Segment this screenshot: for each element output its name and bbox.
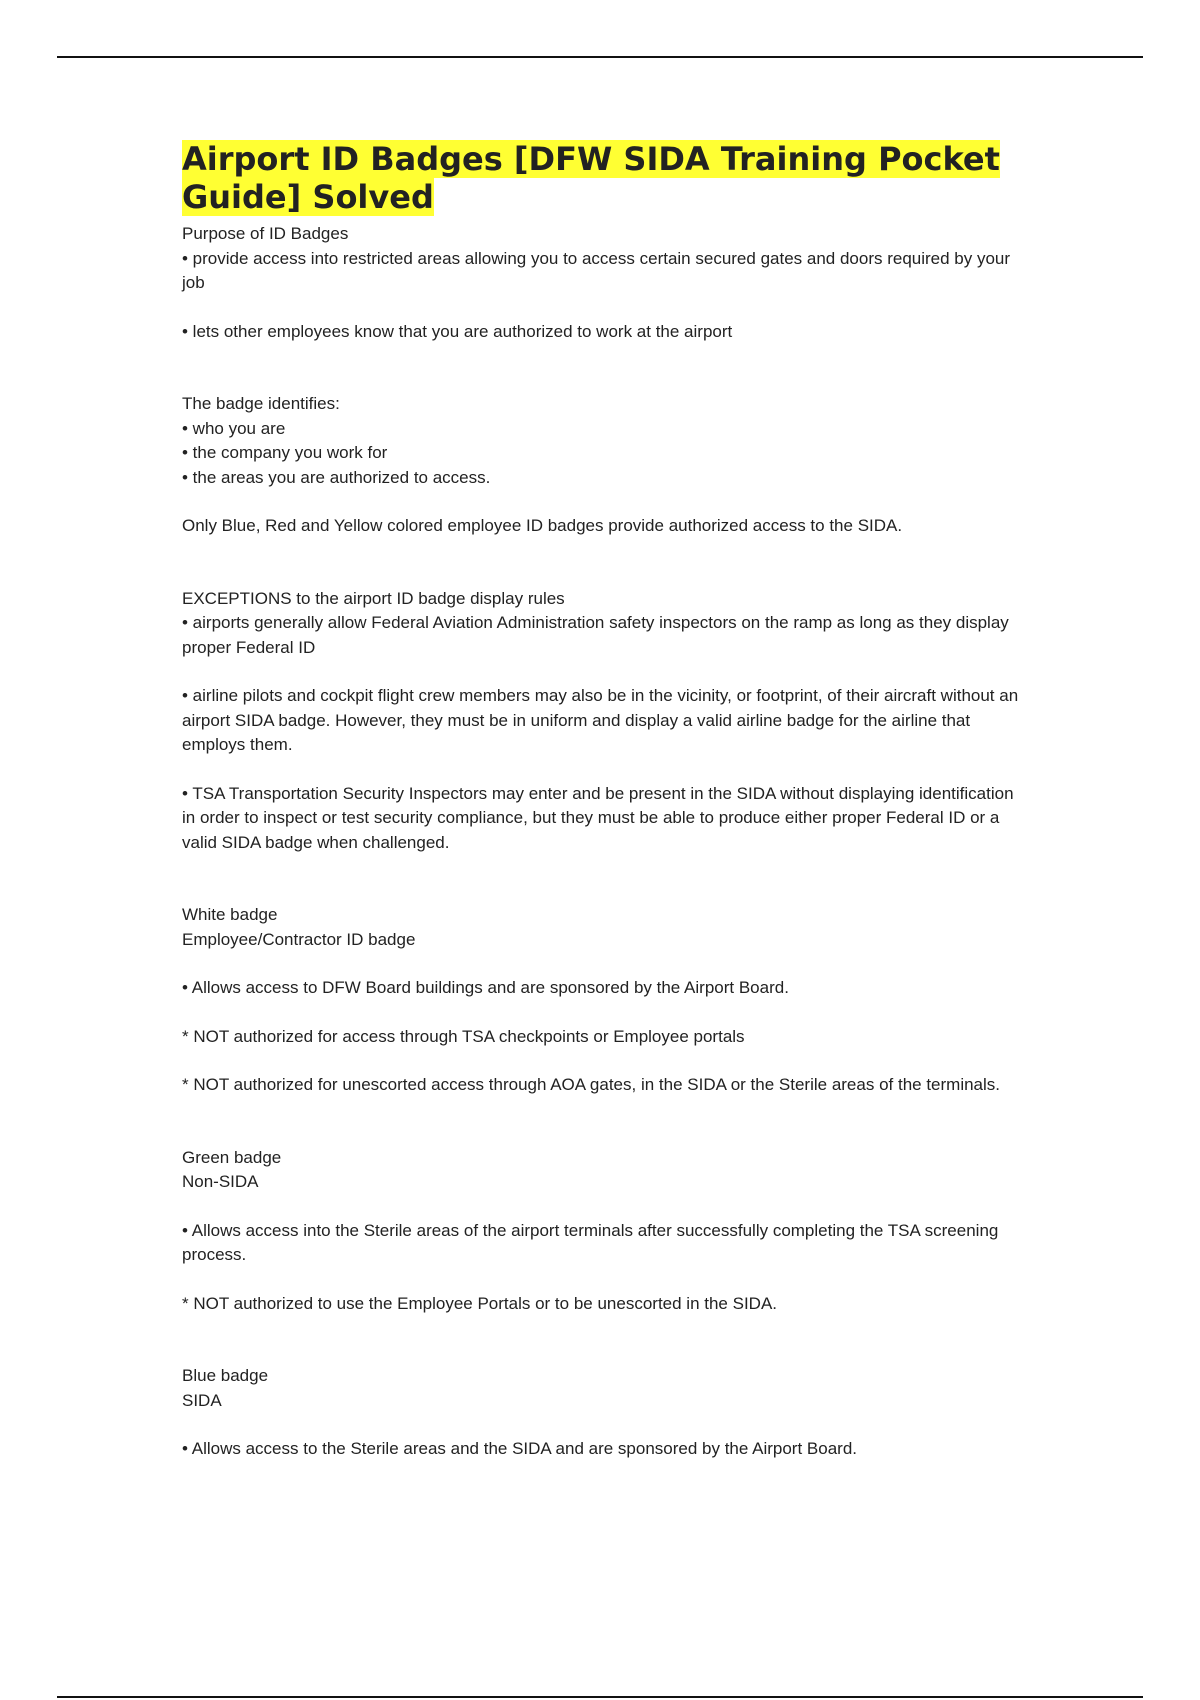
identifies-heading: The badge identifies: [182,394,340,413]
purpose-bullet-2: • lets other employees know that you are authorized to work at the airport [182,321,733,341]
identifies-bullet-2: • the company you work for [182,443,388,462]
exceptions-heading: EXCEPTIONS to the airport ID badge display rules [182,588,565,608]
exceptions-bullet-1: • airports generally allow Federal Aviation Administration safety inspectors on the ramp as long as they display proper Federal ID [182,613,1009,657]
identifies-note: Only Blue, Red and Yellow colored employee ID badges provide authorized access to the SIDA. [182,516,903,535]
blue-badge-subheading: SIDA [182,1390,222,1410]
white-badge-bullet-1: • Allows access to DFW Board buildings and are sponsored by the Airport Board. [182,978,789,997]
green-badge-subheading: Non-SIDA [182,1172,259,1191]
blue-badge-bullet-1: • Allows access to the Sterile areas and the SIDA and are sponsored by the Airport Board. [182,1439,858,1458]
identifies-bullet-1: • who you are [182,418,286,438]
blue-badge-heading: Blue badge [182,1366,269,1385]
white-badge-subheading: Employee/Contractor ID badge [182,929,416,949]
green-badge-note-1: * NOT authorized to use the Employee Portals or to be unescorted in the SIDA. [182,1293,778,1313]
footer-rule [57,1696,1143,1698]
green-badge-heading: Green badge [182,1147,282,1167]
white-badge-note-2: * NOT authorized for unescorted access through AOA gates, in the SIDA or the Sterile areas of the terminals. [182,1075,1001,1094]
purpose-bullet-1: • provide access into restricted areas allowing you to access certain secured gates and doors required by your job [182,248,1011,292]
identifies-bullet-3: • the areas you are authorized to access. [182,467,491,487]
white-badge-note-1: * NOT authorized for access through TSA checkpoints or Employee portals [182,1026,745,1046]
document-body [182,140,1022,1462]
white-badge-heading: White badge [182,905,278,924]
exceptions-bullet-2: • airline pilots and cockpit flight crew members may also be in the vicinity, or footprint, of their aircraft without an airport SIDA badge. However, they must be in uniform and display a valid airline badge for the airline that employs them. [182,686,1019,754]
purpose-heading: Purpose of ID Badges [182,224,349,243]
exceptions-bullet-3: • TSA Transportation Security Inspectors may enter and be present in the SIDA without displaying identification in order to inspect or test security compliance, but they must be able to produce either proper Federal ID or a valid SIDA badge when challenged. [182,783,1014,852]
title-highlight: Airport ID Badges [DFW SIDA Training Pocket Guide] Solved [182,140,1000,216]
green-badge-bullet-1: • Allows access into the Sterile areas of the airport terminals after successfully completing the TSA screening process. [182,1220,999,1264]
header-rule [57,56,1143,58]
document-title [182,140,1022,216]
